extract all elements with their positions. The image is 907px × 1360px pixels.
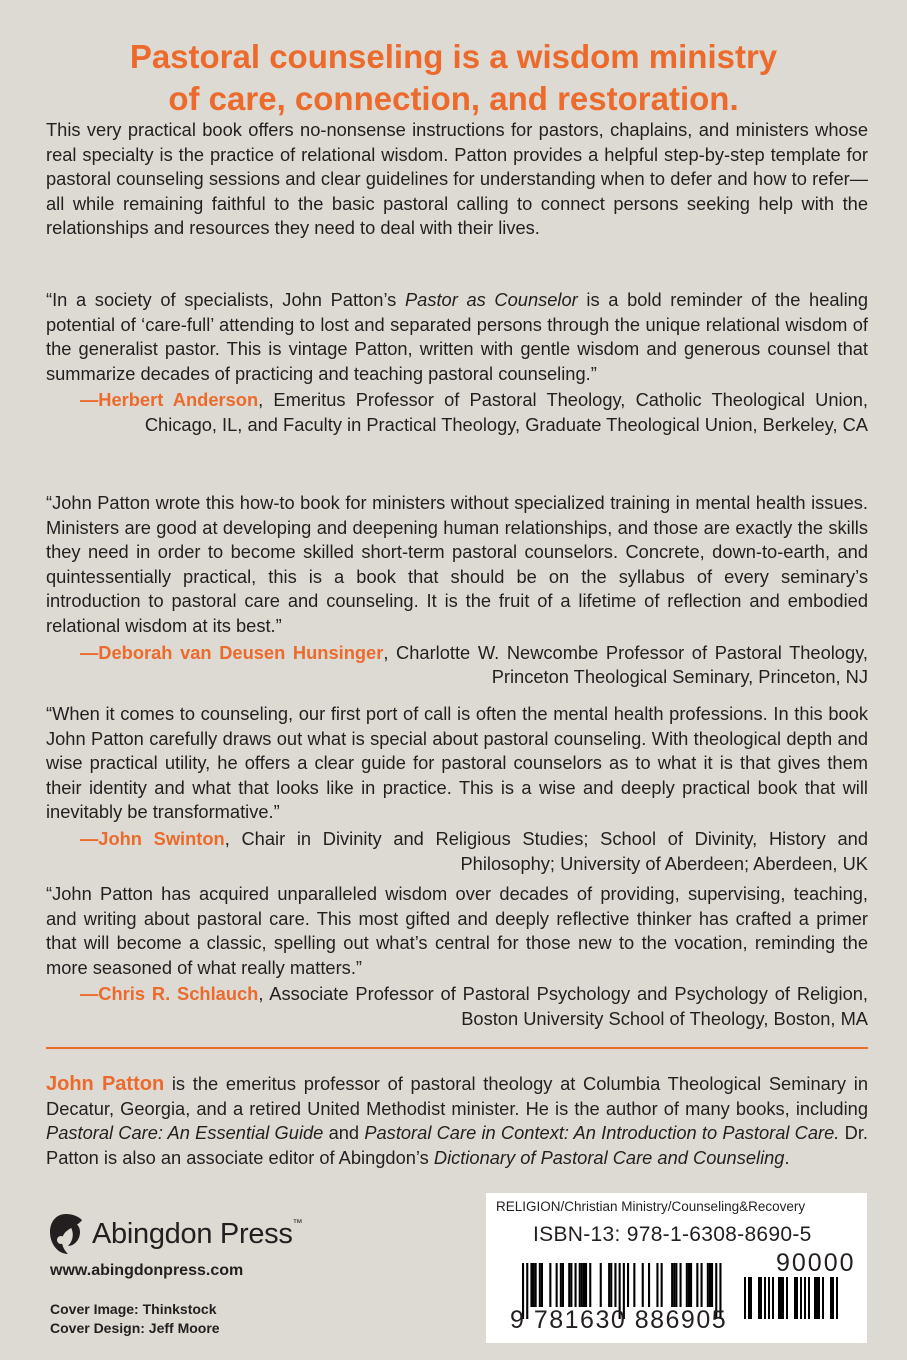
price-code: 90000 [776,1249,856,1277]
endorser-name: Herbert Anderson [98,389,259,411]
cover-design-credit: Cover Design: Jeff Moore [50,1320,220,1336]
abingdon-logo-icon [48,1212,84,1256]
book-title: Pastoral Care: An Essential Guide [46,1122,324,1144]
headline-line-2: of care, connection, and restoration. [168,80,739,117]
endorsement-3 [46,702,868,876]
quote-text: “In a society of specialists, John Patton’s [46,289,405,310]
cover-image-credit: Cover Image: Thinkstock [50,1301,217,1317]
endorsement-quote: “John Patton has acquired unparalleled wisdom over decades of providing, supervising, teaching, and writing about pastoral care. This most gifted and deeply reflective thinker has crafted a primer that will become a classic, spelling out what’s central for those new to the vocation, reminding the more seasoned of what really matters.” [46,883,868,978]
endorsement-quote [46,288,868,386]
barcode-bar [560,1263,562,1307]
headline-line-1: Pastoral counseling is a wisdom ministry [129,38,778,75]
headline [40,36,867,120]
dash: — [80,389,99,411]
barcode-bar [686,1263,688,1307]
publisher-name-text: Abingdon Press [92,1217,293,1250]
book-title: Dictionary of Pastoral Care and Counseling [433,1146,785,1168]
price-addon-bar [768,1277,770,1319]
barcode-bar [711,1263,713,1307]
price-addon-bar [794,1277,796,1319]
price-addon-bar [804,1277,806,1319]
author-name: John Patton [46,1073,165,1095]
barcode-bar [680,1263,682,1307]
price-addon-bar [832,1277,834,1319]
barcode-bar [535,1263,537,1307]
divider [46,1047,868,1049]
barcode-bar [627,1263,629,1307]
endorsement-quote: “John Patton wrote this how-to book for ministers without specialized training in mental health issues. Ministers are good at developing and deepening human relationships, and those are exactly the skills they need in order to become skilled short-term pastoral counselors. Concrete, down-to-earth, and quintessentially practical, this is a book that should be on the syllabus of every seminary’s introduction to pastoral care and counseling. It is the fruit of a lifetime of reflection and embodied relational wisdom at its best.” [46,492,868,636]
bio-text: is the emeritus professor of pastoral theology at Columbia Theological Seminary in Decatur, Georgia, and a retired United Methodist minister. He is the author of many books, including [46,1073,868,1119]
endorsement-quote: “When it comes to counseling, our first port of call is often the mental health professions. In this book John Patton carefully draws out what is special about pastoral counseling. With theological depth and wise practical utility, he offers a clear guide for pastoral counselors as to what it is that gives them their identity and what that looks like in practice. This is a wise and deeply practical book that will inevitably be transformative.” [46,703,868,823]
barcode-bar [556,1263,558,1307]
barcode-bar [696,1263,698,1307]
barcode-bar [562,1263,564,1307]
endorser-affiliation: , Charlotte W. Newcombe Professor of Pastoral Theology, Princeton Theological Seminary, Princeton, NJ [383,641,868,688]
price-addon-bar [796,1277,798,1319]
bio-text: . [784,1146,790,1168]
barcode-bar [585,1263,587,1307]
barcode-bar [608,1263,610,1307]
isbn-label: ISBN-13: 978-1-6308-8690-5 [533,1223,812,1246]
barcode-bar [541,1263,543,1307]
price-addon-bar [814,1277,816,1319]
quote-text: is a bold reminder of the healing potential of ‘care-full’ attending to lost and separated persons through the unique relational wisdom of the generalist pastor. This is vintage Patton, written with gentle wisdom and generous counsel that summarize decades of practicing and teaching pastoral counseling.” [46,289,868,384]
barcode-bar [579,1263,581,1307]
endorser-affiliation: , Associate Professor of Pastoral Psychology and Psychology of Religion, Boston University School of Theology, Boston, MA [258,983,869,1029]
price-addon-bar [764,1277,766,1319]
barcode-bar [570,1263,572,1307]
publisher-name [92,1218,302,1251]
price-addon-bar [830,1277,832,1319]
book-title: Pastoral Care in Context: An Introduction to Pastoral Care. [364,1122,840,1144]
barcode-bar [589,1263,591,1307]
price-addon-bar [836,1277,838,1319]
price-addon-bar [780,1277,782,1319]
trademark: ™ [292,1217,303,1229]
barcode-bar [533,1263,535,1307]
endorsement-2 [46,491,868,690]
price-addon-bar [772,1277,774,1319]
price-addon-bar [782,1277,784,1319]
barcode-bar [610,1263,612,1307]
bio-text: Dr. Patton is also an associate editor of Abingdon’s [46,1122,868,1168]
barcode-bar [549,1263,551,1307]
intro-paragraph: This very practical book offers no-nonsense instructions for pastors, chaplains, and ministers whose real specialty is the practice of relational wisdom. Patton provides a helpful step-by-step template for pastoral counseling sessions and clear guidelines for understanding when to defer and how to refer—all while remaining faithful to the basic pastoral calling to connect persons seeking help with the relationships and resources they need to deal with their lives. [46,119,868,239]
barcode-bar [675,1263,677,1307]
barcode-bar [671,1263,673,1307]
endorsement-attribution [46,388,868,437]
barcode-bar [690,1263,692,1307]
endorsement-1 [46,288,868,438]
barcode-bar [600,1263,602,1307]
cover-credits [50,1300,220,1338]
price-addon-bar [816,1277,818,1319]
barcode-digits: 9 781630 886905 [510,1306,728,1334]
barcode-bar [568,1263,570,1307]
barcode-bar [642,1263,644,1307]
endorsement-attribution [46,641,868,690]
barcode-bar [633,1263,635,1307]
publisher-logo [48,1212,302,1256]
price-addon-bar [822,1277,824,1319]
barcode-bar [539,1263,541,1307]
barcode-bar [581,1263,583,1307]
endorser-name: John Swinton [98,827,225,849]
price-addon-bar [778,1277,780,1319]
barcode-bar [575,1263,577,1307]
author-bio [46,1072,868,1170]
endorser-affiliation: , Emeritus Professor of Pastoral Theology, Catholic Theological Union, Chicago, IL, and Faculty in Practical Theology, Graduate Theological Union, Berkeley, CA [144,389,868,435]
barcode-bar [530,1263,532,1307]
dash: — [80,983,99,1005]
price-addon-bar [748,1277,750,1319]
barcode-bar [701,1263,703,1307]
barcode-bar [583,1263,585,1307]
book-title: Pastor as Counselor [404,289,578,310]
barcode-bar [688,1263,690,1307]
endorsement-attribution [46,827,868,876]
price-addon-bar [800,1277,802,1319]
barcode-bar [661,1263,663,1307]
endorsement-4 [46,882,868,1032]
endorser-affiliation: , Chair in Divinity and Religious Studies; School of Divinity, History and Philosophy; University of Aberdeen; Aberdeen, UK [224,827,868,874]
price-addon-bar [758,1277,760,1319]
barcode-bar [614,1263,616,1307]
publisher-website: www.abingdonpress.com [50,1262,244,1279]
endorser-name: Chris R. Schlauch [98,983,259,1005]
barcode-bar [707,1263,709,1307]
dash: — [80,827,99,849]
barcode-bar [673,1263,675,1307]
price-addon-bar [760,1277,762,1319]
price-addon-bar [818,1277,820,1319]
bisac-category: RELIGION/Christian Ministry/Counseling&Recovery [496,1199,806,1214]
price-addon-bar [786,1277,788,1319]
endorser-name: Deborah van Deusen Hunsinger [98,641,384,663]
barcode-panel [486,1193,867,1343]
barcode-bar [648,1263,650,1307]
bio-text: and [323,1122,365,1144]
dash: — [80,641,99,663]
price-addon-bar [744,1277,746,1319]
endorsement-attribution [46,982,868,1031]
price-addon-bar [750,1277,752,1319]
price-addon-bar [808,1277,810,1319]
barcode-bar [656,1263,658,1307]
barcode-bar [709,1263,711,1307]
